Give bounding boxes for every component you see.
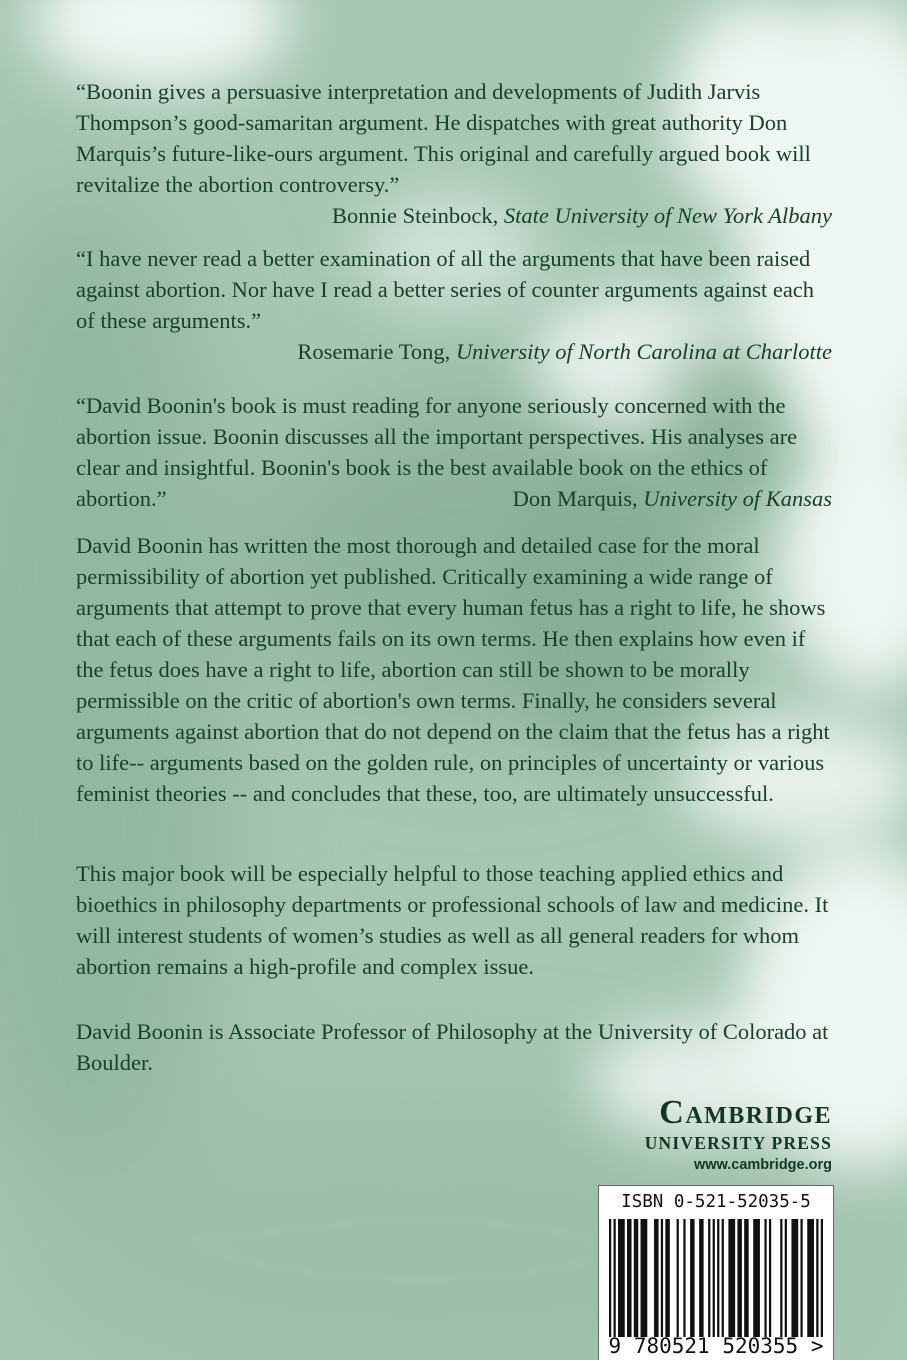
quote-last-line (76, 483, 832, 514)
barcode-number: 9 780521 520355 > (608, 1334, 824, 1358)
barcode-bar (816, 1219, 818, 1337)
isbn-label: ISBN 0-521-52035-5 (621, 1192, 811, 1212)
quote-institution: University of Kansas (643, 486, 832, 511)
review-quote-2 (76, 243, 832, 367)
barcode-bar (618, 1219, 625, 1337)
barcode-bar (728, 1219, 735, 1337)
barcode-bar (713, 1219, 715, 1337)
barcode-bars (609, 1219, 823, 1337)
book-description (76, 530, 832, 809)
quote-author: Don Marquis, (512, 486, 638, 511)
description-paragraph: David Boonin has written the most thorough and detailed case for the moral permissibility of abortion yet published. Critically examining a wide range of arguments that attempt to prove that every human fetus has a right to life, he shows that each of these arguments fails on its own terms. He then explains how even if the fetus does have a right to life, abortion can still be shown to be morally permissible on the critic of abortion's own terms. Finally, he considers several arguments against abortion that do not depend on the claim that the fetus has a right to life-- arguments based on the golden rule, on principles of uncertainty or various feminist theories -- and concludes that these, too, are ultimately unsuccessful. (76, 533, 830, 806)
barcode-bar (791, 1219, 798, 1337)
barcode-bar (769, 1219, 771, 1337)
barcode-bar (683, 1219, 685, 1337)
barcode-bar (677, 1219, 679, 1337)
quote-attribution (76, 200, 832, 231)
publisher-website: www.cambridge.org (693, 1157, 832, 1173)
publisher-name: Cambridge (659, 1094, 832, 1131)
barcode-bar (821, 1219, 823, 1337)
audience-paragraph (76, 858, 832, 982)
barcode-bar (665, 1219, 670, 1337)
barcode-bar (634, 1219, 639, 1337)
publisher-logo (598, 1094, 832, 1176)
barcode-bar (764, 1219, 766, 1337)
quote-text: “Boonin gives a persuasive interpretation and developments of Judith Jarvis Thompson’s good-samaritan argument. He dispatches with great authority Don Marquis’s future-like-ours argument. This original and carefully argued book will revitalize the abortion controversy.” (76, 79, 811, 197)
barcode-bar (627, 1219, 632, 1337)
review-quote-3 (76, 390, 832, 514)
quote-author: Bonnie Steinbock, (332, 203, 499, 228)
barcode-bar (717, 1219, 719, 1337)
quote-text-line: abortion issue. Boonin discusses all the important perspectives. His analyses are (76, 424, 798, 449)
barcode-bar (614, 1219, 616, 1337)
barcode-bar (807, 1219, 814, 1337)
quote-institution: State University of New York Albany (503, 203, 832, 228)
barcode-bar (737, 1219, 742, 1337)
author-bio-text: David Boonin is Associate Professor of Philosophy at the University of Colorado at Boulder. (76, 1019, 829, 1075)
barcode-bar (699, 1219, 704, 1337)
barcode-bar (661, 1219, 663, 1337)
barcode-bar (780, 1219, 782, 1337)
publisher-subtitle: UNIVERSITY PRESS (644, 1133, 832, 1153)
barcode-bar (708, 1219, 710, 1337)
quote-text: “I have never read a better examination of all the arguments that have been raised against abortion. Nor have I read a better series of counter arguments against each of these arguments.” (76, 246, 815, 333)
barcode-bar (753, 1219, 760, 1337)
quote-author: Rosemarie Tong, (297, 339, 451, 364)
barcode-bar (722, 1219, 724, 1337)
audience-text: This major book will be especially helpful to those teaching applied ethics and bioethics in philosophy departments or professional schools of law and medicine. It will interest students of women’s studies as well as all general readers for whom abortion remains a high-profile and complex issue. (76, 861, 829, 979)
quote-attribution (76, 336, 832, 367)
barcode-bar (744, 1219, 749, 1337)
quote-text-line: abortion.” (76, 486, 167, 511)
quote-text-line: clear and insightful. Boonin's book is the best available book on the ethics of (76, 455, 768, 480)
isbn-barcode (598, 1185, 834, 1360)
quote-attribution (513, 483, 832, 514)
barcode-bar (654, 1219, 659, 1337)
barcode-bar (641, 1219, 648, 1337)
quote-institution: University of North Carolina at Charlotte (455, 339, 832, 364)
review-quote-1 (76, 76, 832, 231)
barcode-bar (690, 1219, 695, 1337)
author-bio (76, 1016, 832, 1078)
barcode-bar (785, 1219, 787, 1337)
barcode-bar (800, 1219, 802, 1337)
quote-text-line: “David Boonin's book is must reading for anyone seriously concerned with the (76, 393, 786, 418)
barcode-bar (609, 1219, 611, 1337)
